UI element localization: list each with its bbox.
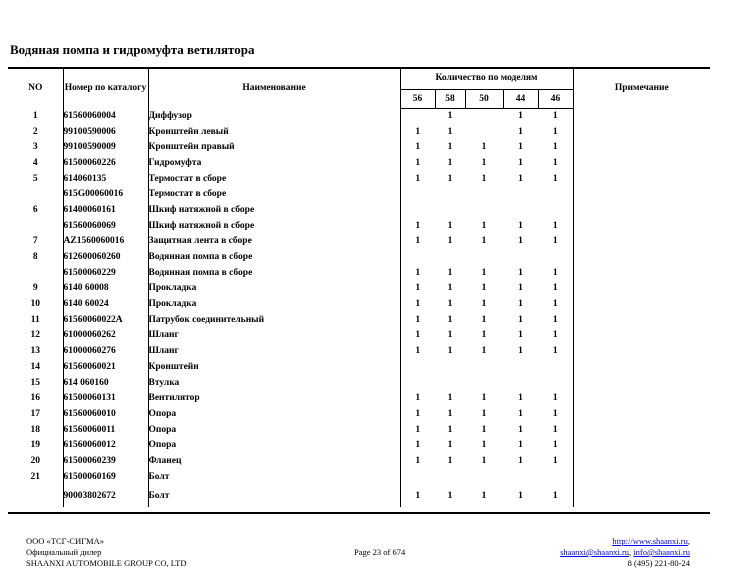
quantity-cell: 1 <box>538 437 573 453</box>
quantity-cell: 1 <box>481 299 487 310</box>
table-row <box>8 312 710 328</box>
quantity-cell: 1 <box>447 283 453 294</box>
email-separator: , <box>629 547 634 557</box>
quantity-cell: 1 <box>481 236 487 247</box>
catalog-number: 61500060239 <box>63 453 148 469</box>
quantity-cell: 1 <box>447 314 453 325</box>
row-number <box>8 218 63 234</box>
quantity-cell <box>465 186 503 202</box>
quantity-cell <box>400 359 435 375</box>
table-row <box>8 108 710 124</box>
quantity-cell: 1 <box>415 314 421 325</box>
row-number: 1 <box>8 108 63 124</box>
table-row <box>8 296 710 312</box>
table-row <box>8 390 710 406</box>
quantity-cell: 1 <box>481 220 487 231</box>
table-row <box>8 343 710 359</box>
row-number: 7 <box>8 234 63 250</box>
quantity-cell: 1 <box>518 455 523 466</box>
note-cell <box>573 202 710 218</box>
quantity-cell: 1 <box>538 343 573 359</box>
quantity-cell: 1 <box>538 312 573 328</box>
note-cell <box>573 375 710 391</box>
quantity-cell: 1 <box>415 299 421 310</box>
quantity-cell: 1 <box>481 173 487 184</box>
catalog-number: 6140 60008 <box>63 281 148 297</box>
table-row <box>8 422 710 438</box>
quantity-cell: 1 <box>415 157 421 168</box>
quantity-cell: 1 <box>538 453 573 469</box>
quantity-cell: 1 <box>415 408 421 419</box>
quantity-cell <box>503 359 538 375</box>
quantity-cell <box>538 359 573 375</box>
quantity-cell: 1 <box>538 171 573 187</box>
part-name: Болт <box>148 485 400 507</box>
note-cell <box>573 406 710 422</box>
table-row <box>8 375 710 391</box>
part-name: Вентилятор <box>148 390 400 406</box>
quantity-cell: 1 <box>518 111 523 122</box>
part-name: Шланг <box>148 343 400 359</box>
row-number: 9 <box>8 281 63 297</box>
catalog-number: 61000060276 <box>63 343 148 359</box>
quantity-cell: 1 <box>518 393 523 404</box>
note-cell <box>573 281 710 297</box>
row-number <box>8 265 63 281</box>
quantity-cell: 1 <box>518 346 523 357</box>
catalog-number: 61560060011 <box>63 422 148 438</box>
quantity-cell <box>465 359 503 375</box>
table-row <box>8 281 710 297</box>
note-cell <box>573 437 710 453</box>
part-name: Термостат в сборе <box>148 171 400 187</box>
part-name: Фланец <box>148 453 400 469</box>
catalog-number: 615G00060016 <box>63 186 148 202</box>
quantity-cell: 1 <box>538 124 573 140</box>
quantity-cell: 1 <box>518 142 523 153</box>
part-name: Болт <box>148 469 400 485</box>
quantity-cell <box>465 202 503 218</box>
catalog-number: 61400060161 <box>63 202 148 218</box>
email-link[interactable]: shaanxi@shaanxi.ru <box>560 547 630 557</box>
quantity-cell: 1 <box>538 406 573 422</box>
row-number <box>8 485 63 507</box>
part-name: Шкиф натяжной в сборе <box>148 202 400 218</box>
quantity-cell <box>400 249 435 265</box>
quantity-cell: 1 <box>538 422 573 438</box>
quantity-cell: 1 <box>538 265 573 281</box>
quantity-cell <box>435 469 465 485</box>
company-name: ООО «ТСГ-СИГМА» <box>26 536 104 546</box>
quantity-cell <box>503 202 538 218</box>
row-number: 6 <box>8 202 63 218</box>
row-number: 16 <box>8 390 63 406</box>
note-cell <box>573 186 710 202</box>
row-number: 3 <box>8 139 63 155</box>
row-number: 18 <box>8 422 63 438</box>
table-row <box>8 171 710 187</box>
row-number: 5 <box>8 171 63 187</box>
quantity-cell: 1 <box>415 142 421 153</box>
quantity-cell <box>400 469 435 485</box>
note-cell <box>573 124 710 140</box>
quantity-cell: 1 <box>518 440 523 451</box>
quantity-cell <box>538 202 573 218</box>
quantity-cell: 1 <box>415 424 421 435</box>
catalog-number: 61560060069 <box>63 218 148 234</box>
quantity-cell: 1 <box>481 157 487 168</box>
table-row <box>8 437 710 453</box>
quantity-cell <box>400 108 435 124</box>
row-number: 21 <box>8 469 63 485</box>
table-row <box>8 186 710 202</box>
row-number: 13 <box>8 343 63 359</box>
quantity-cell: 1 <box>447 236 453 247</box>
part-name: Водянная помпа в сборе <box>148 265 400 281</box>
quantity-cell: 1 <box>518 283 523 294</box>
quantity-cell: 1 <box>518 299 523 310</box>
quantity-cell: 1 <box>538 390 573 406</box>
note-cell <box>573 422 710 438</box>
table-row <box>8 469 710 485</box>
row-number: 11 <box>8 312 63 328</box>
quantity-cell: 1 <box>447 220 453 231</box>
row-number: 10 <box>8 296 63 312</box>
quantity-cell: 1 <box>447 424 453 435</box>
part-name: Опора <box>148 406 400 422</box>
note-cell <box>573 171 710 187</box>
table-body <box>8 108 710 507</box>
parts-table <box>8 68 710 507</box>
table-row <box>8 139 710 155</box>
quantity-cell <box>465 108 503 124</box>
header-quantity: Количество по моделям <box>400 68 573 89</box>
quantity-cell: 1 <box>481 440 487 451</box>
quantity-cell: 1 <box>481 142 487 153</box>
note-cell <box>573 234 710 250</box>
page-title: Водяная помпа и гидромуфта ветилятора <box>10 42 255 57</box>
note-cell <box>573 265 710 281</box>
quantity-cell <box>503 375 538 391</box>
quantity-cell: 1 <box>481 393 487 404</box>
model-header: 46 <box>538 89 573 108</box>
catalog-number: 99100590006 <box>63 124 148 140</box>
table-row <box>8 453 710 469</box>
note-cell <box>573 312 710 328</box>
note-cell <box>573 296 710 312</box>
footer-contacts <box>560 536 690 569</box>
part-name: Опора <box>148 422 400 438</box>
quantity-cell <box>538 186 573 202</box>
quantity-cell <box>465 375 503 391</box>
part-name: Шланг <box>148 328 400 344</box>
table-row <box>8 202 710 218</box>
table-row <box>8 234 710 250</box>
table-row <box>8 328 710 344</box>
table-row <box>8 124 710 140</box>
email-link-info[interactable]: info@shaanxi.ru <box>633 547 690 557</box>
quantity-cell: 1 <box>447 346 453 357</box>
catalog-number: 61560060004 <box>63 108 148 124</box>
note-cell <box>573 108 710 124</box>
catalog-number: 61500060226 <box>63 155 148 171</box>
note-cell <box>573 390 710 406</box>
catalog-number: 614060135 <box>63 171 148 187</box>
catalog-number: 61560060021 <box>63 359 148 375</box>
row-number <box>8 186 63 202</box>
manufacturer-name: SHAANXI AUTOMOBILE GROUP CO, LTD <box>26 558 187 568</box>
quantity-cell: 1 <box>447 111 453 122</box>
quantity-cell: 1 <box>415 393 421 404</box>
quantity-cell <box>435 359 465 375</box>
part-name: Патрубок соединительный <box>148 312 400 328</box>
row-number: 15 <box>8 375 63 391</box>
part-name: Кронштейн левый <box>148 124 400 140</box>
row-number: 4 <box>8 155 63 171</box>
catalog-number: 99100590009 <box>63 139 148 155</box>
quantity-cell: 1 <box>481 490 487 501</box>
quantity-cell: 1 <box>538 218 573 234</box>
catalog-number: 61500060169 <box>63 469 148 485</box>
quantity-cell: 1 <box>447 126 453 137</box>
part-name: Втулка <box>148 375 400 391</box>
quantity-cell: 1 <box>481 424 487 435</box>
quantity-cell: 1 <box>518 267 523 278</box>
quantity-cell: 1 <box>415 283 421 294</box>
quantity-cell: 1 <box>518 173 523 184</box>
footer-company <box>26 536 187 569</box>
quantity-cell: 1 <box>447 408 453 419</box>
catalog-number: 61500060229 <box>63 265 148 281</box>
quantity-cell: 1 <box>538 328 573 344</box>
catalog-number: 61500060131 <box>63 390 148 406</box>
part-name: Гидромуфта <box>148 155 400 171</box>
quantity-cell <box>465 469 503 485</box>
quantity-cell: 1 <box>415 173 421 184</box>
quantity-cell <box>400 202 435 218</box>
quantity-cell <box>400 375 435 391</box>
quantity-cell <box>435 186 465 202</box>
part-name: Шкиф натяжной в сборе <box>148 218 400 234</box>
quantity-cell: 1 <box>447 157 453 168</box>
quantity-cell <box>435 249 465 265</box>
quantity-cell: 1 <box>447 440 453 451</box>
quantity-cell: 1 <box>518 236 523 247</box>
quantity-cell: 1 <box>447 267 453 278</box>
quantity-cell: 1 <box>447 490 453 501</box>
table-row <box>8 359 710 375</box>
note-cell <box>573 343 710 359</box>
quantity-cell: 1 <box>415 126 421 137</box>
quantity-cell: 1 <box>538 155 573 171</box>
quantity-cell: 1 <box>415 236 421 247</box>
url-comma: , <box>687 536 690 546</box>
quantity-cell: 1 <box>538 281 573 297</box>
part-name: Диффузор <box>148 108 400 124</box>
catalog-number: 61560060012 <box>63 437 148 453</box>
quantity-cell: 1 <box>415 220 421 231</box>
part-name: Кронштейн <box>148 359 400 375</box>
quantity-cell <box>503 469 538 485</box>
phone-number: 8 (495) 221-80-24 <box>627 558 690 568</box>
row-number: 12 <box>8 328 63 344</box>
table-row <box>8 485 710 507</box>
row-number: 2 <box>8 124 63 140</box>
note-cell <box>573 469 710 485</box>
part-name: Прокладка <box>148 296 400 312</box>
quantity-cell <box>538 469 573 485</box>
quantity-cell: 1 <box>518 126 523 137</box>
part-name: Прокладка <box>148 281 400 297</box>
quantity-cell: 1 <box>538 139 573 155</box>
note-cell <box>573 453 710 469</box>
header-name: Наименование <box>148 68 400 108</box>
quantity-cell: 1 <box>415 330 421 341</box>
quantity-cell: 1 <box>481 283 487 294</box>
quantity-cell <box>538 249 573 265</box>
part-name: Водянная помпа в сборе <box>148 249 400 265</box>
part-name: Термостат в сборе <box>148 186 400 202</box>
note-cell <box>573 155 710 171</box>
quantity-cell: 1 <box>538 108 573 124</box>
note-cell <box>573 359 710 375</box>
quantity-cell: 1 <box>481 267 487 278</box>
quantity-cell: 1 <box>518 220 523 231</box>
quantity-cell <box>400 186 435 202</box>
quantity-cell: 1 <box>415 490 421 501</box>
quantity-cell: 1 <box>518 330 523 341</box>
row-number: 19 <box>8 437 63 453</box>
catalog-number: 61560060010 <box>63 406 148 422</box>
model-header: 50 <box>465 89 503 108</box>
catalog-number: AZ1560060016 <box>63 234 148 250</box>
quantity-cell: 1 <box>518 157 523 168</box>
quantity-cell: 1 <box>415 346 421 357</box>
quantity-cell: 1 <box>447 330 453 341</box>
note-cell <box>573 485 710 507</box>
part-name: Защитная лента в сборе <box>148 234 400 250</box>
quantity-cell: 1 <box>481 346 487 357</box>
table-row <box>8 155 710 171</box>
quantity-cell <box>435 202 465 218</box>
quantity-cell <box>503 186 538 202</box>
row-number: 14 <box>8 359 63 375</box>
part-name: Кронштейн правый <box>148 139 400 155</box>
row-number: 20 <box>8 453 63 469</box>
quantity-cell <box>503 249 538 265</box>
quantity-cell: 1 <box>447 393 453 404</box>
note-cell <box>573 218 710 234</box>
model-header: 56 <box>400 89 435 108</box>
quantity-cell: 1 <box>447 455 453 466</box>
table-row <box>8 265 710 281</box>
quantity-cell: 1 <box>447 299 453 310</box>
header-note: Примечание <box>614 83 669 93</box>
quantity-cell <box>465 249 503 265</box>
header-catalog: Номер по каталогу <box>63 68 148 108</box>
catalog-number: 61000060262 <box>63 328 148 344</box>
quantity-cell: 1 <box>481 455 487 466</box>
quantity-cell: 1 <box>518 408 523 419</box>
quantity-cell: 1 <box>415 455 421 466</box>
header-no: NO <box>8 68 63 108</box>
catalog-number: 90003802672 <box>63 485 148 507</box>
quantity-cell <box>538 375 573 391</box>
model-header: 44 <box>503 89 538 108</box>
catalog-number: 614 060160 <box>63 375 148 391</box>
page-number: Page 23 of 674 <box>354 547 406 557</box>
row-number: 8 <box>8 249 63 265</box>
note-cell <box>573 328 710 344</box>
row-number: 17 <box>8 406 63 422</box>
quantity-cell: 1 <box>518 490 523 501</box>
quantity-cell <box>435 375 465 391</box>
quantity-cell: 1 <box>447 142 453 153</box>
note-cell <box>573 249 710 265</box>
table-row <box>8 406 710 422</box>
quantity-cell: 1 <box>518 314 523 325</box>
quantity-cell: 1 <box>481 408 487 419</box>
part-name: Опора <box>148 437 400 453</box>
quantity-cell: 1 <box>538 296 573 312</box>
table-row <box>8 249 710 265</box>
quantity-cell: 1 <box>481 314 487 325</box>
quantity-cell: 1 <box>415 440 421 451</box>
quantity-cell: 1 <box>538 234 573 250</box>
dealer-label: Официальный дилер <box>26 547 102 557</box>
catalog-number: 61560060022A <box>63 312 148 328</box>
table-row <box>8 218 710 234</box>
quantity-cell: 1 <box>481 330 487 341</box>
model-header: 58 <box>435 89 465 108</box>
catalog-number: 6140 60024 <box>63 296 148 312</box>
quantity-cell: 1 <box>415 267 421 278</box>
quantity-cell: 1 <box>447 173 453 184</box>
quantity-cell: 1 <box>538 485 573 507</box>
website-link[interactable]: http://www.shaanxi.ru <box>612 536 688 546</box>
note-cell <box>573 139 710 155</box>
quantity-cell: 1 <box>518 424 523 435</box>
bottom-rule <box>8 512 710 514</box>
catalog-number: 612600060260 <box>63 249 148 265</box>
quantity-cell <box>465 124 503 140</box>
